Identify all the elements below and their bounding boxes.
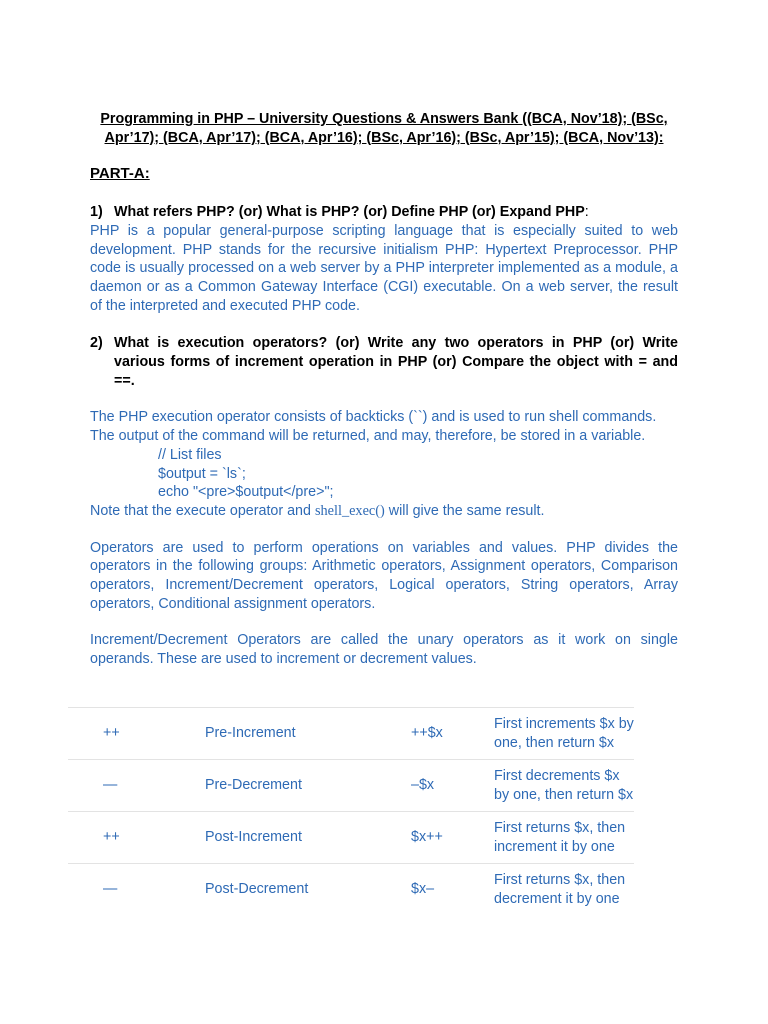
question-1	[90, 203, 678, 222]
table-row	[68, 812, 634, 864]
question-number: 2)	[90, 335, 103, 352]
note-text: Note that the execute operator and	[90, 502, 315, 519]
example-cell: ++$x	[411, 708, 494, 760]
operator-cell: —	[68, 864, 205, 916]
name-cell: Post-Decrement	[205, 864, 411, 916]
answer-2-para-1: The PHP execution operator consists of backticks (``) and is used to run shell commands. The output of the command will be returned, and may, therefore, be stored in a variable.	[90, 409, 657, 445]
document-page	[90, 110, 678, 669]
example-cell: $x–	[411, 864, 494, 916]
name-cell: Pre-Decrement	[205, 760, 411, 812]
table-row	[68, 760, 634, 812]
question-number: 1)	[90, 204, 103, 221]
description-cell: First returns $x, then decrement it by one	[494, 864, 634, 916]
operators-table	[68, 707, 634, 915]
document-title: Programming in PHP – University Questions & Answers Bank ((BCA, Nov’18); (BSc, Apr’17); (BCA, Apr’17); (BCA, Apr’16); (BSc, Apr’16); (BSc, Apr’15); (BCA, Nov’13):	[100, 111, 668, 146]
note-text-end: will give the same result.	[384, 502, 545, 519]
answer-2-note	[90, 502, 678, 521]
part-heading: PART-A:	[90, 165, 150, 183]
name-cell: Post-Increment	[205, 812, 411, 864]
question-text: What is execution operators? (or) Write any two operators in PHP (or) Write various forms of increment operation in PHP (or) Compare the object with = and ==.	[114, 335, 678, 389]
note-function: shell_exec()	[314, 502, 385, 519]
answer-2-para-3: Increment/Decrement Operators are called the unary operators as it work on single operands. These are used to increment or decrement values.	[90, 632, 678, 668]
operator-cell: —	[68, 760, 205, 812]
question-2	[90, 334, 678, 390]
description-cell: First increments $x by one, then return $x	[494, 708, 634, 760]
table-row	[68, 708, 634, 760]
table-row	[68, 864, 634, 916]
name-cell: Pre-Increment	[205, 708, 411, 760]
code-line: $output = `ls`;	[158, 465, 246, 482]
description-cell: First returns $x, then increment it by one	[494, 812, 634, 864]
answer-2-para-2: Operators are used to perform operations on variables and values. PHP divides the operators in the following groups: Arithmetic operators, Assignment operators, Comparison operators, Increment/Decrement operators, Logical operators, String operators, Array operators, Conditional assignment operators.	[90, 539, 678, 612]
code-line: echo "<pre>$output</pre>";	[158, 484, 334, 501]
question-text	[114, 203, 678, 222]
question-1-text: What refers PHP? (or) What is PHP? (or) Define PHP (or) Expand PHP	[114, 204, 585, 221]
example-cell: $x++	[411, 812, 494, 864]
operator-cell: ++	[68, 812, 205, 864]
description-cell: First decrements $x by one, then return $x	[494, 760, 634, 812]
code-line: // List files	[158, 446, 222, 463]
operator-cell: ++	[68, 708, 205, 760]
example-cell: –$x	[411, 760, 494, 812]
question-1-colon: :	[584, 204, 589, 221]
answer-1: PHP is a popular general-purpose scripting language that is especially suited to web development. PHP stands for the recursive initialism PHP: Hypertext Preprocessor. PHP code is usually processed on a web server by a PHP interpreter implemented as a module, a daemon or as a Common Gateway Interface (CGI) executable. On a web server, the result of the interpreted and executed PHP code.	[90, 222, 678, 314]
